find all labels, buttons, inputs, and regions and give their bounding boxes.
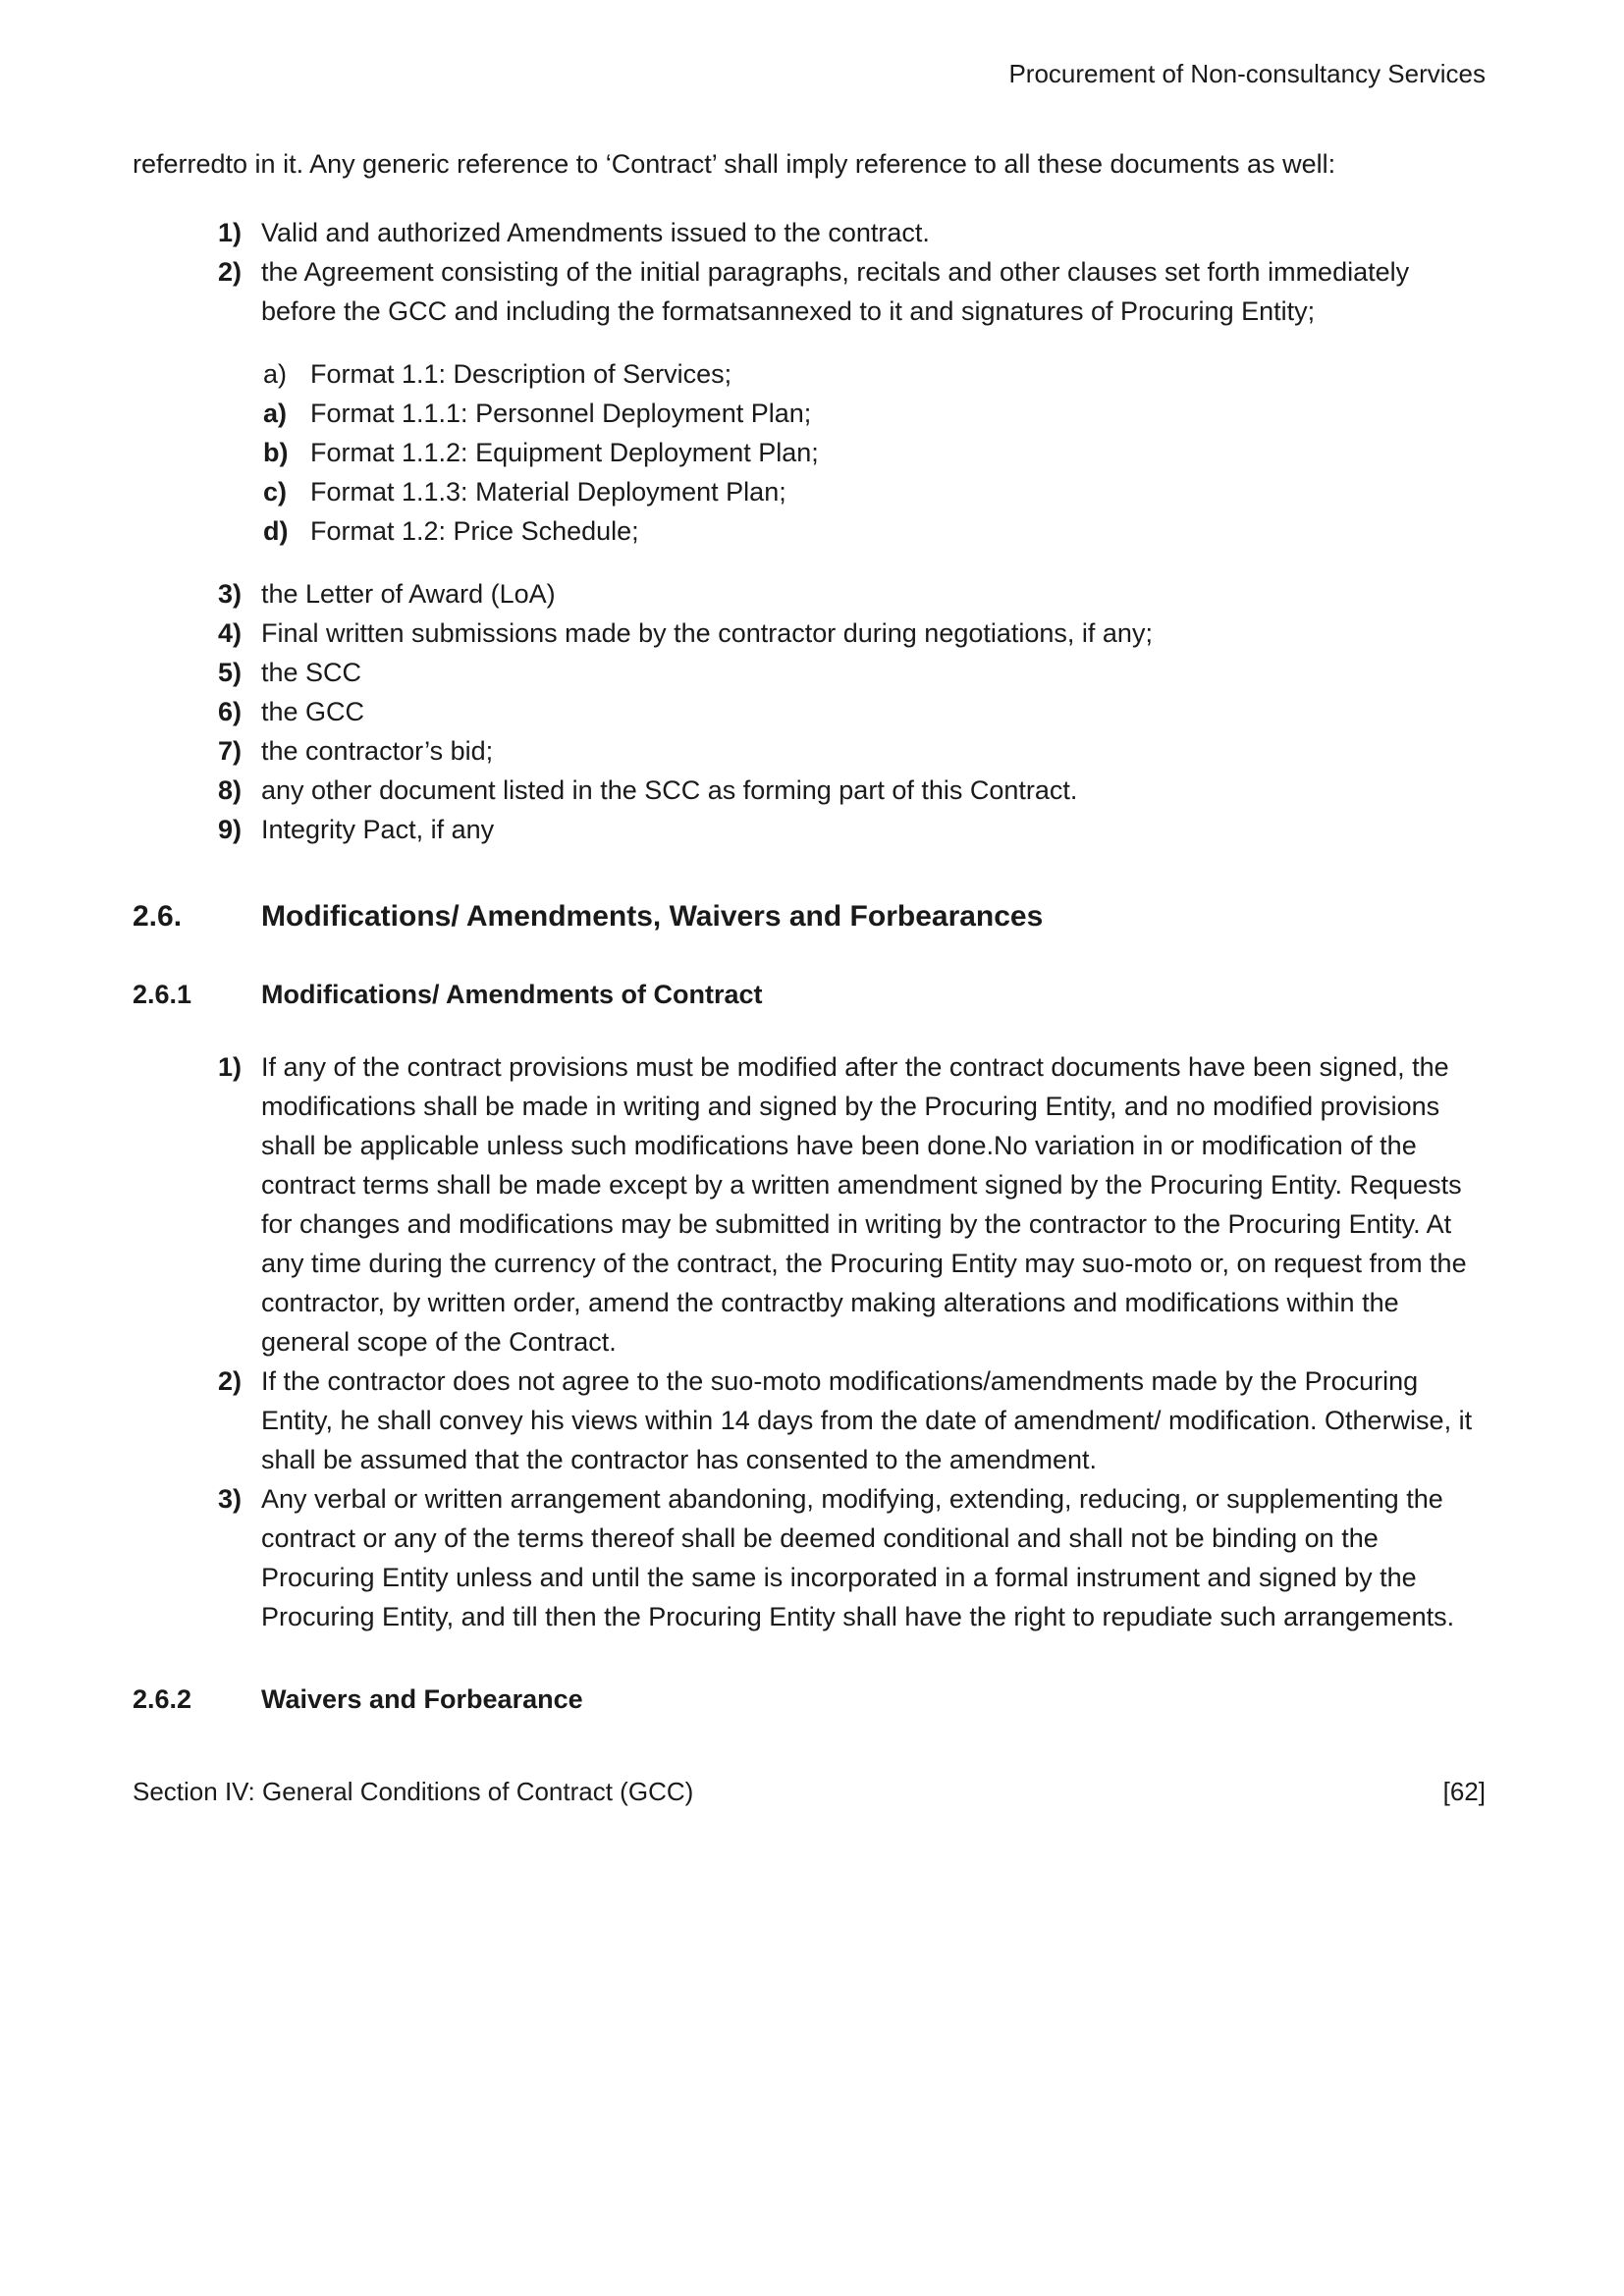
list-item (218, 614, 1486, 653)
list-item (218, 574, 1486, 614)
list-item (218, 731, 1486, 771)
list-item-text: Any verbal or written arrangement abandoning, modifying, extending, reducing, or supplementing the contract or any of the terms thereof shall be deemed conditional and shall not be binding on the Procuring Entity unless and until the same is incorporated in a formal instrument and signed by the Procuring Entity, and till then the Procuring Entity shall have the right to repudiate such arrangements. (261, 1484, 1455, 1631)
intro-paragraph: referredto in it. Any generic reference to ‘Contract’ shall imply reference to all these documents as well: (133, 149, 1336, 179)
list-item-marker: 8) (218, 775, 243, 805)
list-item-marker: 6) (218, 697, 243, 726)
list-item-marker: 1) (218, 218, 243, 247)
list-item-text: the Letter of Award (LoA) (261, 579, 556, 609)
list-item-marker: a) (263, 399, 288, 428)
section-number: 2.6.2 (133, 1684, 192, 1714)
formats-sublist (263, 354, 1486, 551)
contract-documents-list-continued (218, 574, 1486, 849)
list-item-text: If the contractor does not agree to the suo-moto modifications/amendments made by the Procuring Entity, he shall convey his views within 14 days from the date of amendment/ modification. Otherwise, it shall be assumed that the contractor has consented to the amendment. (261, 1366, 1473, 1474)
section-heading-2-6 (133, 896, 1486, 937)
list-item (263, 511, 1486, 551)
list-item-marker: 4) (218, 618, 243, 648)
footer-page-number: [62] (1442, 1777, 1486, 1806)
list-item-text: Final written submissions made by the contractor during negotiations, if any; (261, 618, 1153, 648)
list-item-marker: b) (263, 438, 289, 467)
list-item (263, 472, 1486, 511)
list-item-marker: 3) (218, 579, 243, 609)
list-item-text: any other document listed in the SCC as forming part of this Contract. (261, 775, 1078, 805)
list-item-text: Format 1.1.3: Material Deployment Plan; (310, 477, 786, 507)
list-item-text: the Agreement consisting of the initial paragraphs, recitals and other clauses set forth immediately before the GCC and including the formatsannexed to it and signatures of Procuring Entity; (261, 257, 1410, 326)
section-title: Modifications/ Amendments of Contract (261, 980, 763, 1009)
list-item-text: the contractor’s bid; (261, 736, 494, 766)
list-item (263, 354, 1486, 394)
contract-documents-list (218, 213, 1486, 331)
page-footer (133, 1772, 1486, 1811)
list-item-marker: 2) (218, 257, 243, 287)
list-item-marker: 1) (218, 1052, 243, 1082)
header-title: Procurement of Non-consultancy Services (1008, 59, 1486, 88)
list-item-text: If any of the contract provisions must be modified after the contract documents have been signed, the modifications shall be made in writing and signed by the Procuring Entity, and no modified provisions shall be applicable unless such modifications have been done.No variation in or modification of the contract terms shall be made except by a written amendment signed by the Procuring Entity. Requests for changes and modifications may be submitted in writing by the contractor to the Procuring Entity. At any time during the currency of the contract, the Procuring Entity may suo-moto or, on request from the contractor, by written order, amend the contractby making alterations and modifications within the general scope of the Contract. (261, 1052, 1467, 1357)
list-item-text: Integrity Pact, if any (261, 815, 495, 844)
list-item-marker: a) (263, 359, 288, 389)
list-item (218, 1047, 1486, 1362)
list-item-text: the GCC (261, 697, 365, 726)
list-item-marker: 2) (218, 1366, 243, 1396)
list-item-marker: 7) (218, 736, 243, 766)
list-item-text: Format 1.1.2: Equipment Deployment Plan; (310, 438, 819, 467)
section-title: Waivers and Forbearance (261, 1684, 583, 1714)
page-header (133, 54, 1486, 93)
list-item (218, 252, 1486, 331)
list-item (218, 213, 1486, 252)
list-item-marker: 9) (218, 815, 243, 844)
list-item (218, 810, 1486, 849)
modifications-list (218, 1047, 1486, 1636)
list-item-text: Format 1.2: Price Schedule; (310, 516, 639, 546)
list-item (263, 394, 1486, 433)
list-item (218, 653, 1486, 692)
list-item-text: Format 1.1: Description of Services; (310, 359, 732, 389)
list-item-marker: c) (263, 477, 288, 507)
list-item-marker: d) (263, 516, 289, 546)
section-heading-2-6-1 (133, 975, 1486, 1014)
list-item (218, 1479, 1486, 1636)
list-item-text: the SCC (261, 658, 362, 687)
list-item (263, 433, 1486, 472)
footer-section-label: Section IV: General Conditions of Contract (GCC) (133, 1777, 694, 1806)
list-item-text: Format 1.1.1: Personnel Deployment Plan; (310, 399, 812, 428)
section-number: 2.6.1 (133, 980, 192, 1009)
section-title: Modifications/ Amendments, Waivers and Forbearances (261, 900, 1044, 933)
list-item (218, 1362, 1486, 1479)
section-number: 2.6. (133, 900, 183, 933)
section-heading-2-6-2 (133, 1680, 1486, 1719)
list-item (218, 771, 1486, 810)
list-item-marker: 3) (218, 1484, 243, 1514)
list-item-text: Valid and authorized Amendments issued to the contract. (261, 218, 930, 247)
list-item-marker: 5) (218, 658, 243, 687)
list-item (218, 692, 1486, 731)
